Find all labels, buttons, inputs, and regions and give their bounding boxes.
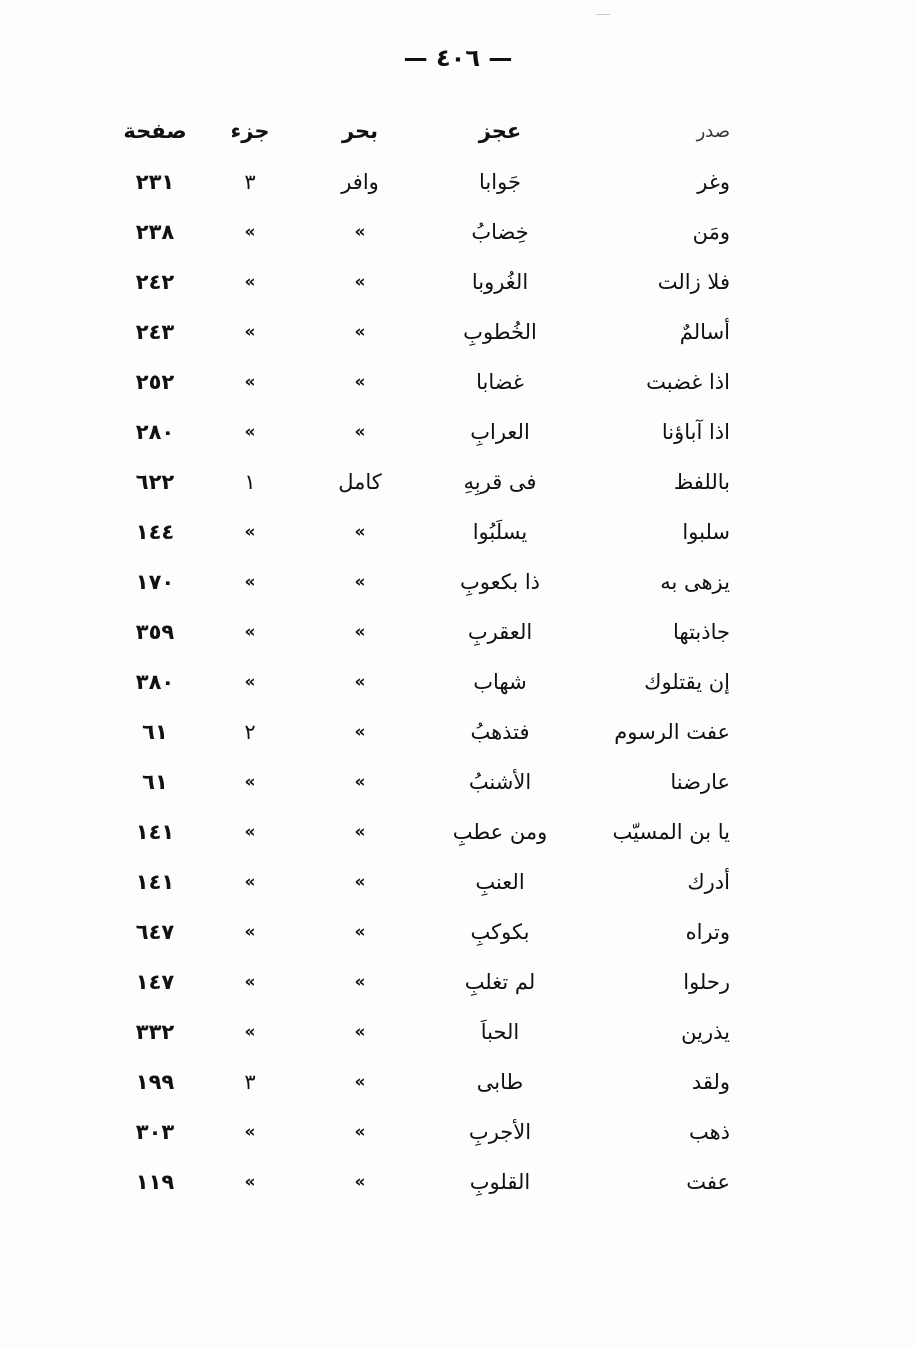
cell-bahr: » [354, 722, 366, 742]
cell-sadr: باللفظ [673, 470, 730, 494]
cell-juz: » [244, 222, 256, 242]
cell-sadr: عفت [686, 1170, 730, 1194]
cell-safha: ٢٨٠ [135, 420, 175, 444]
cell-safha: ٦١ [142, 720, 168, 744]
cell-safha: ١٧٠ [135, 570, 175, 594]
table-row [110, 1157, 730, 1207]
cell-safha: ٢٤٢ [135, 270, 175, 294]
table-row [110, 757, 730, 807]
cell-safha: ١١٩ [135, 1170, 175, 1194]
cell-ajuz: شهاب [473, 670, 527, 694]
cell-bahr: » [354, 372, 366, 392]
cell-juz: » [244, 272, 256, 292]
cell-ajuz: الغُروبا [471, 270, 529, 294]
cell-sadr: ولقد [691, 1070, 730, 1094]
cell-bahr: كامل [338, 470, 382, 494]
cell-bahr: » [354, 1122, 366, 1142]
table-row [110, 407, 730, 457]
cell-ajuz: بكوكبِ [470, 920, 530, 944]
cell-sadr: اذا غضبت [646, 370, 730, 394]
table-row [110, 457, 730, 507]
cell-safha: ٦٢٢ [135, 470, 175, 494]
cell-ajuz: الحباَ [480, 1020, 520, 1044]
poetry-index-table [110, 105, 730, 1207]
header-safha: صفحة [123, 119, 187, 143]
table-row [110, 1057, 730, 1107]
cell-sadr: يا بن المسيّب [612, 820, 730, 844]
cell-sadr: إن يقتلوك [644, 670, 730, 694]
cell-ajuz: القلوبِ [469, 1170, 531, 1194]
cell-ajuz: العرابِ [470, 420, 530, 444]
header-ajuz: عجز [478, 119, 522, 143]
cell-safha: ٦٤٧ [135, 920, 175, 944]
table-row [110, 707, 730, 757]
cell-juz: » [244, 522, 256, 542]
cell-ajuz: العقربِ [467, 620, 533, 644]
cell-juz: » [244, 922, 256, 942]
table-row [110, 557, 730, 607]
table-row [110, 207, 730, 257]
cell-safha: ٣٣٢ [135, 1020, 175, 1044]
table-row [110, 607, 730, 657]
header-bahr: بحر [341, 119, 379, 143]
cell-safha: ٦١ [142, 770, 168, 794]
cell-sadr: أدرك [687, 870, 730, 894]
cell-safha: ٢٥٢ [135, 370, 175, 394]
cell-juz: » [244, 322, 256, 342]
cell-safha: ١٤٧ [135, 970, 175, 994]
table-body [110, 157, 730, 1207]
cell-bahr: وافر [341, 170, 379, 194]
cell-ajuz: فتذهبُ [470, 720, 530, 744]
cell-bahr: » [354, 872, 366, 892]
cell-safha: ٢٤٣ [135, 320, 175, 344]
cell-juz: » [244, 972, 256, 992]
header-sadr: صدر [696, 120, 730, 142]
cell-sadr: سلبوا [682, 520, 730, 544]
cell-ajuz: ومن عطبِ [452, 820, 548, 844]
table-header-row [110, 105, 730, 157]
cell-bahr: » [354, 822, 366, 842]
cell-bahr: » [354, 772, 366, 792]
cell-sadr: وغر [697, 170, 730, 194]
cell-ajuz: الخُطوبِ [463, 320, 537, 344]
cell-ajuz: طابى [476, 1070, 524, 1094]
table-row [110, 357, 730, 407]
cell-sadr: رحلوا [683, 970, 730, 994]
cell-bahr: » [354, 672, 366, 692]
table-row [110, 257, 730, 307]
table-row [110, 907, 730, 957]
cell-sadr: عفت الرسوم [614, 720, 730, 744]
table-row [110, 157, 730, 207]
table-row [110, 657, 730, 707]
cell-safha: ١٤١ [135, 870, 175, 894]
cell-ajuz: العنبِ [475, 870, 525, 894]
cell-juz: » [244, 822, 256, 842]
cell-bahr: » [354, 272, 366, 292]
cell-ajuz: ذا بكعوبِ [459, 570, 541, 594]
table-row [110, 857, 730, 907]
cell-bahr: » [354, 1072, 366, 1092]
cell-safha: ٢٣١ [135, 170, 175, 194]
cell-ajuz: غضابا [476, 370, 524, 394]
cell-bahr: » [354, 222, 366, 242]
cell-bahr: » [354, 622, 366, 642]
cell-juz: » [244, 622, 256, 642]
cell-bahr: » [354, 1022, 366, 1042]
scan-speck [596, 14, 610, 15]
cell-safha: ٣٨٠ [135, 670, 175, 694]
cell-ajuz: خِضابُ [471, 220, 529, 244]
page-number: — ٤٠٦ — [403, 44, 513, 72]
cell-bahr: » [354, 572, 366, 592]
cell-juz: » [244, 572, 256, 592]
cell-ajuz: الأجربِ [468, 1120, 532, 1144]
cell-ajuz: الأشنبُ [468, 770, 532, 794]
cell-juz: » [244, 672, 256, 692]
cell-sadr: جاذبتها [673, 620, 730, 644]
cell-safha: ١٩٩ [135, 1070, 175, 1094]
table-row [110, 307, 730, 357]
cell-safha: ٢٣٨ [135, 220, 175, 244]
cell-sadr: ذهب [688, 1120, 730, 1144]
cell-juz: ٣ [244, 170, 256, 194]
cell-bahr: » [354, 972, 366, 992]
cell-juz: » [244, 372, 256, 392]
cell-juz: ٣ [244, 1070, 256, 1094]
table-row [110, 957, 730, 1007]
cell-ajuz: جَوابا [479, 170, 521, 194]
cell-sadr: يذرين [681, 1020, 730, 1044]
cell-safha: ١٤١ [135, 820, 175, 844]
cell-juz: » [244, 872, 256, 892]
cell-ajuz: لم تغلبِ [464, 970, 536, 994]
cell-juz: » [244, 422, 256, 442]
table-row [110, 1007, 730, 1057]
cell-sadr: يزهى به [660, 570, 730, 594]
cell-bahr: » [354, 522, 366, 542]
cell-sadr: وتراه [685, 920, 730, 944]
cell-sadr: اذا آباؤنا [661, 420, 730, 444]
cell-safha: ٣٥٩ [135, 620, 175, 644]
table-row [110, 1107, 730, 1157]
cell-bahr: » [354, 422, 366, 442]
cell-bahr: » [354, 1172, 366, 1192]
cell-juz: ٢ [244, 720, 256, 744]
header-juz: جزء [230, 119, 270, 143]
cell-juz: » [244, 1122, 256, 1142]
cell-juz: » [244, 1172, 256, 1192]
table-row [110, 507, 730, 557]
cell-sadr: فلا زالت [657, 270, 730, 294]
cell-bahr: » [354, 322, 366, 342]
cell-ajuz: يسلَبُوا [472, 520, 528, 544]
table-row [110, 807, 730, 857]
cell-juz: » [244, 1022, 256, 1042]
cell-safha: ٣٠٣ [135, 1120, 175, 1144]
cell-ajuz: فى قربِهِ [463, 470, 537, 494]
cell-sadr: أسالمٌ [679, 320, 730, 344]
cell-sadr: عارضنا [670, 770, 730, 794]
cell-juz: ١ [244, 470, 256, 494]
cell-bahr: » [354, 922, 366, 942]
cell-sadr: ومَن [692, 220, 730, 244]
cell-juz: » [244, 772, 256, 792]
cell-safha: ١٤٤ [135, 520, 175, 544]
